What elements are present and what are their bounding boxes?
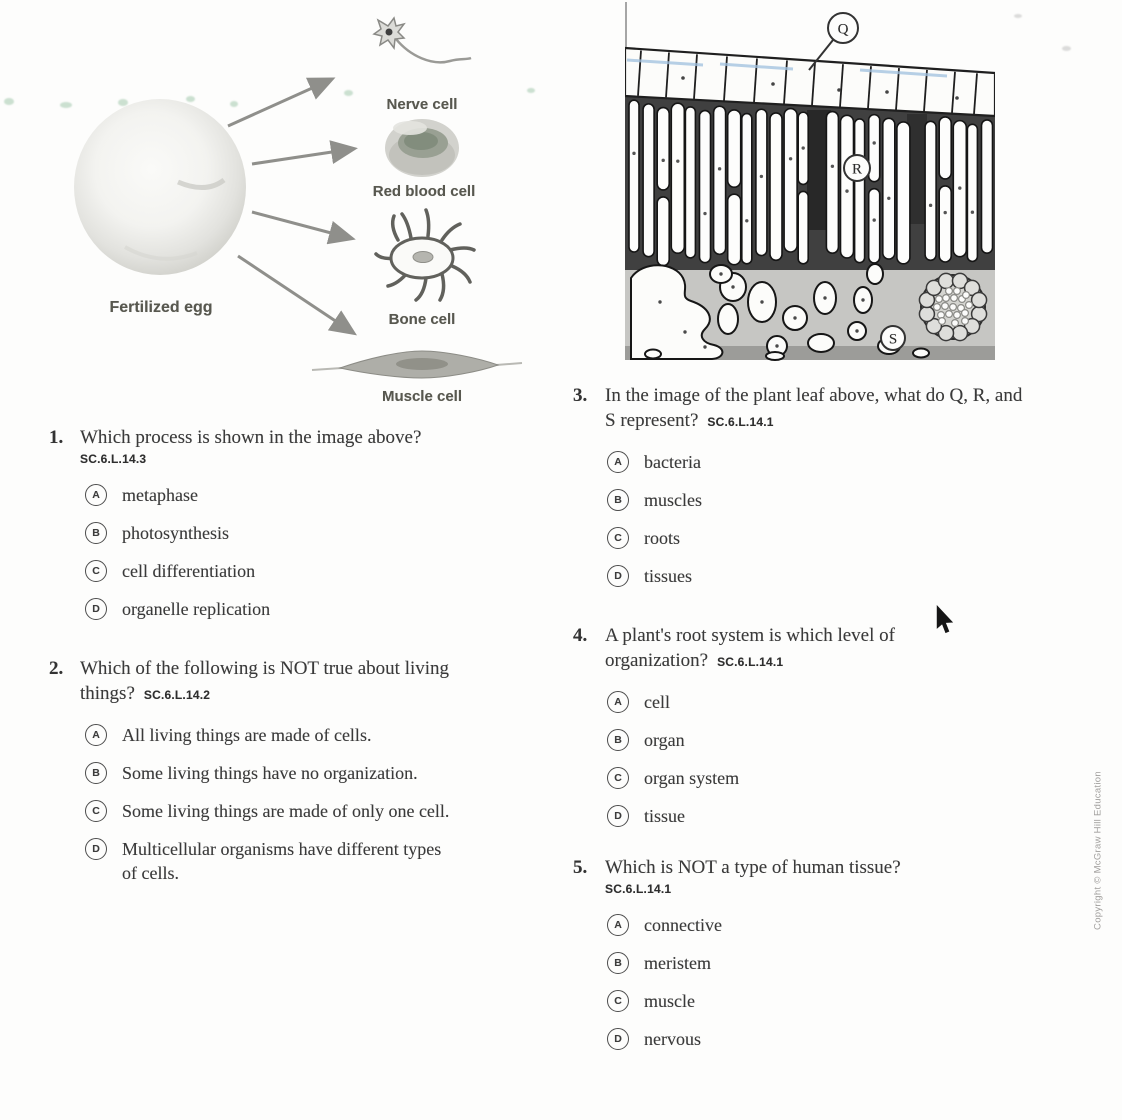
answer-option-b[interactable] — [85, 761, 559, 786]
option-text: photosynthesis — [122, 523, 230, 543]
question-text: A plant's root system is which level of organization? — [605, 625, 895, 671]
differentiation-arrows — [228, 80, 352, 332]
label-q: Q — [837, 21, 849, 38]
option-text: muscles — [644, 490, 702, 510]
option-text: muscle — [644, 991, 695, 1011]
option-text: connective — [644, 915, 722, 935]
muscle-cell-drawing — [312, 351, 522, 378]
question-number: 2. — [49, 658, 64, 679]
question-text: Which of the following is NOT true about living things? — [80, 658, 450, 704]
vascular-bundle — [919, 273, 986, 340]
option-text: Some living things are made of only one cell. — [122, 801, 450, 821]
option-letter-bubble[interactable]: B — [85, 762, 107, 784]
answer-option-d[interactable] — [85, 837, 559, 885]
question-2 — [49, 656, 559, 885]
answer-option-a[interactable] — [85, 483, 559, 508]
nerve-cell-label: Nerve cell — [386, 96, 458, 113]
answer-option-d[interactable] — [607, 1027, 1083, 1052]
option-letter-bubble[interactable]: A — [607, 914, 629, 936]
option-text: Some living things have no organization. — [122, 763, 418, 783]
option-letter-bubble[interactable]: C — [607, 767, 629, 789]
standard-code: SC.6.L.14.1 — [717, 655, 784, 669]
option-text: cell — [644, 692, 670, 712]
answer-option-a[interactable] — [607, 450, 1083, 475]
answer-option-b[interactable] — [607, 488, 1083, 513]
option-letter-bubble[interactable]: B — [607, 952, 629, 974]
option-text: meristem — [644, 953, 711, 973]
option-text: tissue — [644, 806, 686, 826]
question-number: 5. — [573, 857, 588, 878]
plant-leaf-figure — [625, 2, 995, 362]
option-text: tissues — [644, 566, 693, 586]
fertilized-egg-drawing — [74, 99, 246, 275]
bone-cell-drawing — [376, 210, 474, 300]
question-3 — [573, 383, 1083, 589]
question-number: 4. — [573, 625, 588, 646]
option-letter-bubble[interactable]: D — [85, 838, 107, 860]
cell-differentiation-figure — [30, 0, 530, 418]
option-text: cell differentiation — [122, 561, 256, 581]
option-letter-bubble[interactable]: A — [607, 451, 629, 473]
option-text: organ system — [644, 768, 740, 788]
option-letter-bubble[interactable]: C — [607, 527, 629, 549]
question-text: In the image of the plant leaf above, what do Q, R, and S represent? — [605, 385, 1023, 431]
option-letter-bubble[interactable]: B — [607, 489, 629, 511]
answer-option-c[interactable] — [607, 526, 1083, 551]
answer-option-c[interactable] — [85, 559, 559, 584]
nerve-cell-drawing — [374, 18, 471, 62]
answer-option-c[interactable] — [607, 766, 1083, 791]
answer-option-d[interactable] — [607, 564, 1083, 589]
answer-option-c[interactable] — [85, 799, 559, 824]
option-letter-bubble[interactable]: C — [85, 800, 107, 822]
option-text: roots — [644, 528, 680, 548]
copyright-sidebar: Copyright © McGraw Hill Education — [1092, 771, 1104, 930]
answer-option-a[interactable] — [607, 690, 1083, 715]
option-letter-bubble[interactable]: C — [607, 990, 629, 1012]
option-letter-bubble[interactable]: D — [607, 805, 629, 827]
label-r: R — [851, 161, 863, 178]
question-number: 3. — [573, 385, 588, 406]
question-1 — [49, 425, 559, 622]
option-letter-bubble[interactable]: A — [85, 484, 107, 506]
question-text: Which is NOT a type of human tissue? — [605, 857, 901, 878]
standard-code: SC.6.L.14.3 — [80, 452, 147, 466]
option-text: organ — [644, 730, 685, 750]
option-text: organelle replication — [122, 599, 271, 619]
scan-speck — [4, 98, 14, 105]
answer-option-d[interactable] — [85, 597, 559, 622]
standard-code: SC.6.L.14.1 — [707, 415, 774, 429]
option-letter-bubble[interactable]: D — [85, 598, 107, 620]
red-blood-cell-label: Red blood cell — [372, 183, 476, 200]
red-blood-cell-drawing — [385, 119, 459, 177]
left-column — [49, 425, 559, 919]
option-text: Multicellular organisms have different types of cells. — [122, 839, 442, 883]
option-letter-bubble[interactable]: D — [607, 1028, 629, 1050]
standard-code: SC.6.L.14.2 — [143, 688, 211, 702]
option-letter-bubble[interactable]: A — [607, 691, 629, 713]
option-letter-bubble[interactable]: B — [85, 522, 107, 544]
option-letter-bubble[interactable]: B — [607, 729, 629, 751]
answer-option-b[interactable] — [607, 728, 1083, 753]
option-letter-bubble[interactable]: D — [607, 565, 629, 587]
question-4 — [573, 623, 1083, 829]
answer-option-b[interactable] — [85, 521, 559, 546]
answer-option-a[interactable] — [85, 723, 559, 748]
scan-speck — [1062, 46, 1071, 51]
label-s: S — [888, 331, 898, 348]
fertilized-egg-label: Fertilized egg — [109, 299, 213, 316]
answer-option-b[interactable] — [607, 951, 1083, 976]
option-text: All living things are made of cells. — [122, 725, 372, 745]
right-column — [573, 383, 1083, 1086]
option-text: nervous — [644, 1029, 701, 1049]
bone-cell-label: Bone cell — [388, 311, 456, 328]
muscle-cell-label: Muscle cell — [381, 388, 463, 405]
answer-option-d[interactable] — [607, 804, 1083, 829]
answer-option-c[interactable] — [607, 989, 1083, 1014]
option-letter-bubble[interactable]: C — [85, 560, 107, 582]
question-text: Which process is shown in the image above? — [80, 427, 422, 448]
answer-option-a[interactable] — [607, 913, 1083, 938]
scan-speck — [1014, 14, 1022, 18]
question-5 — [573, 855, 1083, 1052]
standard-code: SC.6.L.14.1 — [605, 882, 672, 896]
option-letter-bubble[interactable]: A — [85, 724, 107, 746]
question-number: 1. — [49, 427, 64, 448]
option-text: bacteria — [644, 452, 701, 472]
option-text: metaphase — [122, 485, 198, 505]
